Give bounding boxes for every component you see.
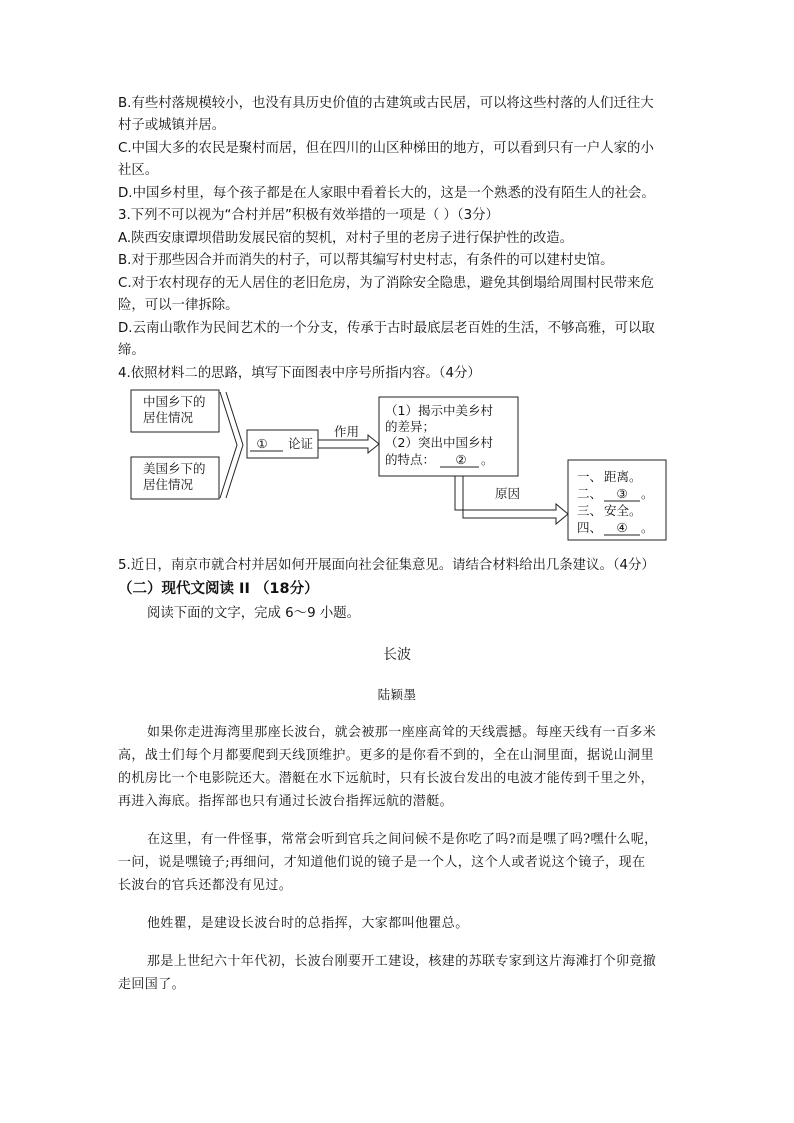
paragraph-line: 一问，说是嘿镜子;再细问，才知道他们说的镜子是一个人，这个人或者说这个镜子，现在 [118,855,646,870]
arrow-reason-label: 原因 [495,486,521,501]
option-line: C.中国大多的农民是聚村而居，但在四川的山区种梯田的地方，可以看到只有一户人家的小 [118,141,654,156]
option-line: 社区。 [118,163,159,178]
blank-3-number: ③ [616,486,628,501]
paragraph-line: 高，战士们每个月都要爬到天线顶维护。更多的是你看不到的，全在山洞里面，据说山洞里 [118,748,655,763]
section-instruction: 阅读下面的文字，完成 6～9 小题。 [147,606,361,621]
box-top-line: 中国乡下的 [143,394,206,409]
reason-1-prefix: 一、 [577,469,603,484]
q3-option-c: C.对于农村现存的无人居住的老旧危房，为了消除安全隐患，避免其倒塌给周围村民带来危 [118,276,654,291]
reason-3-prefix: 三、 [577,503,603,518]
option-line: 村子或城镇并居。 [118,118,226,133]
paragraph-line: 再进入海底。指挥部也只有通过长波台指挥远航的潜艇。 [118,794,454,809]
purpose-line: 的差异； [385,419,436,434]
blank-2-number: ② [455,452,467,467]
argument-label: 论证 [288,436,314,451]
paragraph-line: 如果你走进海湾里那座长波台，就会被那一座座高耸的天线震撼。每座天线有一百多米 [147,725,657,740]
question-4-stem: 4.依照材料二的思路，填写下面图表中序号所指内容。（4分） [118,366,481,381]
purpose-line: 的特点： [385,452,436,467]
paragraph-line: 那是上世纪六十年代初，长波台刚要开工建设，核建的苏联专家到这片海滩打个卯竟撤 [147,954,657,969]
reason-1-text: 距离。 [604,469,642,484]
purpose-end: 。 [481,452,494,467]
paragraph-line: 在这里，有一件怪事，常常会听到官兵之间问候不是你吃了吗?而是嘿了吗?嘿什么呢， [147,832,658,847]
option-line: D.中国乡村里，每个孩子都是在人家眼中看着长大的，这是一个熟悉的没有陌生人的社会。 [118,186,655,201]
box-bottom-line: 居住情况 [143,477,194,492]
brace-chevron [226,392,243,498]
paragraph-line: 长波台的官兵还都没有见过。 [118,878,293,893]
q3-option-b: B.对于那些因合并而消失的村子，可以帮其编写村史村志，有条件的可以建村史馆。 [118,253,614,268]
reason-2-prefix: 二、 [577,486,603,501]
section-heading: （二）现代文阅读 II （18分） [118,581,319,597]
paragraph-line: 的机房比一个电影院还大。潜艇在水下远航时，只有长波台发出的电波才能传到千里之外， [118,771,655,786]
paragraph-line: 他姓瞿，是建设长波台时的总指挥，大家都叫他瞿总。 [147,916,469,931]
article-author: 陆颖墨 [377,687,417,702]
box-top-line: 居住情况 [143,410,194,425]
brace-chevron [220,392,237,498]
option-line: B.有些村落规模较小，也没有具历史价值的古建筑或古民居，可以将这些村落的人们迁往大 [118,96,654,111]
box-bottom-line: 美国乡下的 [143,461,206,476]
arrow-effect-label: 作用 [334,424,360,439]
reason-4-suffix: 。 [641,520,654,535]
reason-3-text: 安全。 [604,503,642,518]
blank-1-number: ① [256,436,268,451]
purpose-line: （2）突出中国乡村 [385,435,493,450]
paragraph-line: 走回国了。 [118,977,186,992]
blank-4-number: ④ [616,520,628,535]
question-5-stem: 5.近日，南京市就合村并居如何开展面向社会征集意见。请结合材料给出几条建议。（4分） [118,558,655,573]
article-title: 长波 [383,647,411,663]
reason-2-suffix: 。 [641,486,654,501]
q3-option-a: A.陕西安康谭坝借助发展民宿的契机，对村子里的老房子进行保护性的改造。 [118,231,574,246]
q3-option-d-cont: 缔。 [118,343,145,358]
purpose-line: （1）揭示中美乡村 [385,403,493,418]
q3-option-d: D.云南山歌作为民间艺术的一个分支，传承于古时最底层老百姓的生活，不够高雅，可以取 [118,321,655,336]
reason-4-prefix: 四、 [577,520,603,535]
question-3-stem: 3.下列不可以视为“合村并居”积极有效举措的一项是（ ）（3分） [118,208,499,223]
q3-option-c-cont: 险，可以一律拆除。 [118,298,239,313]
